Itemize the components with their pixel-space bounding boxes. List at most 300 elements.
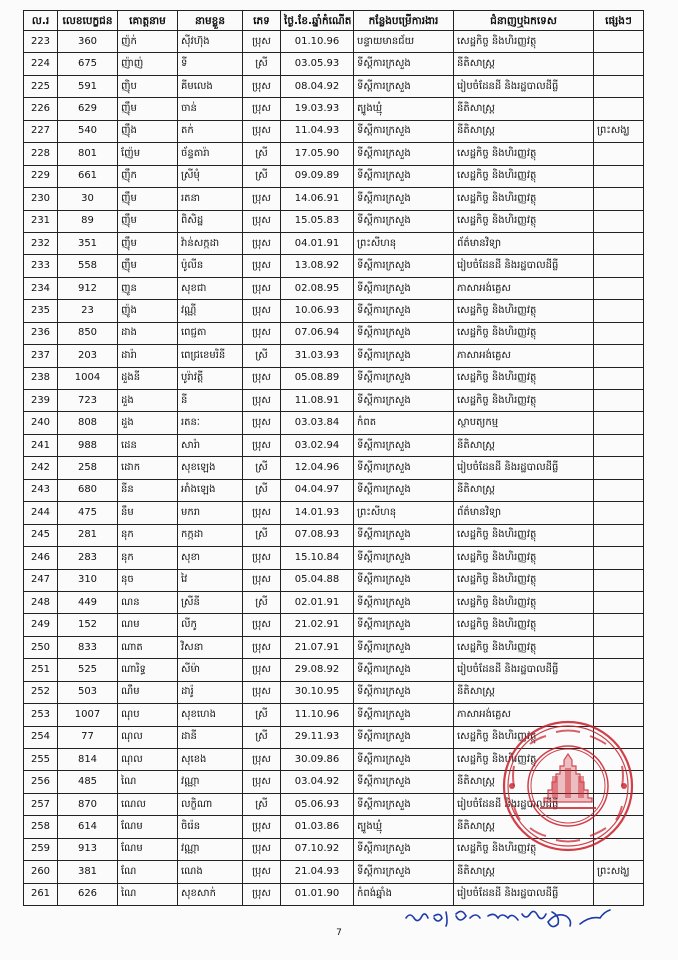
date-of-birth-cell: 31.03.93 [281,345,354,367]
given-name-cell: នី [178,390,243,412]
remark-cell [594,98,644,120]
row-number-cell: 227 [24,120,58,142]
table-row [24,479,644,501]
candidate-id-cell: 283 [58,547,118,569]
remark-cell [594,300,644,322]
sex-cell: ប្រុស [243,434,281,456]
sex-cell: ស្រី [243,479,281,501]
candidate-id-cell: 1007 [58,704,118,726]
workplace-cell: ទីស្តីការក្រសួង [354,143,454,165]
header-sex: ភេទ [243,11,281,31]
date-of-birth-cell: 30.10.95 [281,681,354,703]
remark-cell [594,143,644,165]
workplace-cell: ទីស្តីការក្រសួង [354,838,454,860]
given-name-cell: ចាន់ [178,98,243,120]
candidate-id-cell: 351 [58,232,118,254]
workplace-cell: ទីស្តីការក្រសួង [354,367,454,389]
table-row [24,143,644,165]
surname-cell: ញ៉ឹង [118,120,178,142]
candidate-id-cell: 801 [58,143,118,165]
specialty-cell: សេដ្ឋកិច្ច និងហិរញ្ញវត្ថុ [454,547,594,569]
official-seal-stamp [500,718,636,854]
given-name-cell: ដារ៉ូ [178,681,243,703]
specialty-cell: ស្ថាបត្យកម្ម [454,412,594,434]
table-row [24,569,644,591]
row-number-cell: 244 [24,502,58,524]
remark-cell [594,232,644,254]
table-header-row [24,11,644,31]
given-name-cell: វៃ [178,569,243,591]
candidate-id-cell: 870 [58,793,118,815]
given-name-cell: ពិសិដ្ឋ [178,210,243,232]
row-number-cell: 236 [24,322,58,344]
remark-cell [594,434,644,456]
surname-cell: ដាង [118,322,178,344]
date-of-birth-cell: 29.08.92 [281,659,354,681]
workplace-cell: ទីស្តីការក្រសួង [354,524,454,546]
date-of-birth-cell: 30.09.86 [281,749,354,771]
table-row [24,277,644,299]
table-row [24,883,644,905]
row-number-cell: 254 [24,726,58,748]
remark-cell [594,75,644,97]
given-name-cell: វ៉ាន់សក្កដា [178,232,243,254]
given-name-cell: វណ្ណា [178,838,243,860]
sex-cell: ប្រុស [243,98,281,120]
row-number-cell: 256 [24,771,58,793]
specialty-cell: សេដ្ឋកិច្ច និងហិរញ្ញវត្ថុ [454,143,594,165]
candidate-id-cell: 360 [58,31,118,53]
given-name-cell: លក្ខិណា [178,793,243,815]
remark-cell [594,502,644,524]
surname-cell: ណុល [118,726,178,748]
sex-cell: ប្រុស [243,120,281,142]
given-name-cell: រតនៈ [178,412,243,434]
row-number-cell: 246 [24,547,58,569]
sex-cell: ប្រុស [243,659,281,681]
candidate-id-cell: 626 [58,883,118,905]
specialty-cell: សេដ្ឋកិច្ច និងហិរញ្ញវត្ថុ [454,838,594,860]
surname-cell: ដារ៉ា [118,345,178,367]
date-of-birth-cell: 10.06.93 [281,300,354,322]
given-name-cell: សុខេង [178,749,243,771]
given-name-cell: សុខឡេង [178,457,243,479]
surname-cell: ណម [118,614,178,636]
sex-cell: ប្រុស [243,31,281,53]
specialty-cell: សេដ្ឋកិច្ច និងហិរញ្ញវត្ថុ [454,614,594,636]
given-name-cell: សារ៉ា [178,434,243,456]
given-name-cell: សុខសាក់ [178,883,243,905]
surname-cell: នឹម [118,502,178,524]
surname-cell: ញ៉ូង [118,300,178,322]
remark-cell: ព្រះសង្ឃ [594,120,644,142]
workplace-cell: ទីស្តីការក្រសួង [354,659,454,681]
given-name-cell: ពេជ្រខេមរិនី [178,345,243,367]
specialty-cell: សេដ្ឋកិច្ច និងហិរញ្ញវត្ថុ [454,31,594,53]
sex-cell: ប្រុស [243,188,281,210]
sex-cell: ប្រុស [243,838,281,860]
surname-cell: ញ៉ឹម [118,188,178,210]
date-of-birth-cell: 21.07.91 [281,636,354,658]
given-name-cell: ណេង [178,861,243,883]
surname-cell: ណែ [118,861,178,883]
workplace-cell: កំពត [354,412,454,434]
given-name-cell: សុខជា [178,277,243,299]
row-number-cell: 261 [24,883,58,905]
remark-cell [594,165,644,187]
remark-cell [594,479,644,501]
remark-cell [594,659,644,681]
row-number-cell: 251 [24,659,58,681]
date-of-birth-cell: 07.06.94 [281,322,354,344]
surname-cell: នុច [118,569,178,591]
workplace-cell: ទីស្តីការក្រសួង [354,120,454,142]
sex-cell: ប្រុស [243,390,281,412]
given-name-cell: ប៉ូលីន [178,255,243,277]
sex-cell: ប្រុស [243,322,281,344]
surname-cell: ដេន [118,434,178,456]
table-row [24,255,644,277]
given-name-cell: វណ្ណា [178,771,243,793]
row-number-cell: 233 [24,255,58,277]
table-row [24,188,644,210]
given-name-cell: តក់ [178,120,243,142]
workplace-cell: បន្ទាយមានជ័យ [354,31,454,53]
given-name-cell: ចិរ៉េន [178,816,243,838]
page-number: 7 [336,928,342,938]
table-row [24,524,644,546]
surname-cell: ញ៉ឹក [118,165,178,187]
candidate-id-cell: 591 [58,75,118,97]
candidate-id-cell: 850 [58,322,118,344]
surname-cell: ណឹម [118,681,178,703]
remark-cell [594,31,644,53]
date-of-birth-cell: 29.11.93 [281,726,354,748]
sex-cell: ប្រុស [243,614,281,636]
given-name-cell: ស៊ីវហ៊ុង [178,31,243,53]
given-name-cell: សុខហេង [178,704,243,726]
specialty-cell: សេដ្ឋកិច្ច និងហិរញ្ញវត្ថុ [454,300,594,322]
given-name-cell: បូរ៉ាវត្តី [178,367,243,389]
row-number-cell: 247 [24,569,58,591]
sex-cell: ស្រី [243,793,281,815]
workplace-cell: ទីស្តីការក្រសួង [354,300,454,322]
candidate-id-cell: 77 [58,726,118,748]
candidate-id-cell: 680 [58,479,118,501]
remark-cell [594,614,644,636]
specialty-cell: នីតិសាស្ត្រ [454,771,594,793]
surname-cell: ដួង [118,412,178,434]
specialty-cell: ភាសាអង់គ្លេស [454,704,594,726]
remark-cell [594,345,644,367]
surname-cell: ដួងនី [118,367,178,389]
row-number-cell: 242 [24,457,58,479]
date-of-birth-cell: 02.08.95 [281,277,354,299]
header-candidate-id: លេខបេក្ខជន [58,11,118,31]
date-of-birth-cell: 14.01.93 [281,502,354,524]
candidate-id-cell: 485 [58,771,118,793]
date-of-birth-cell: 03.03.84 [281,412,354,434]
given-name-cell: មករា [178,502,243,524]
specialty-cell: នីតិសាស្ត្រ [454,120,594,142]
table-row [24,98,644,120]
workplace-cell: ទីស្តីការក្រសួង [354,479,454,501]
candidate-id-cell: 675 [58,53,118,75]
remark-cell [594,569,644,591]
row-number-cell: 260 [24,861,58,883]
candidate-id-cell: 1004 [58,367,118,389]
date-of-birth-cell: 15.10.84 [281,547,354,569]
workplace-cell: ទីស្តីការក្រសួង [354,547,454,569]
specialty-cell: ព័ត៌មានវិទ្យា [454,502,594,524]
header-surname: គោត្តនាម [118,11,178,31]
remark-cell: ព្រះសង្ឃ [594,861,644,883]
specialty-cell: សេដ្ឋកិច្ច និងហិរញ្ញវត្ថុ [454,390,594,412]
surname-cell: នីន [118,479,178,501]
sex-cell: ប្រុស [243,412,281,434]
specialty-cell: ព័ត៌មានវិទ្យា [454,232,594,254]
remark-cell [594,547,644,569]
table-row [24,75,644,97]
date-of-birth-cell: 07.08.93 [281,524,354,546]
date-of-birth-cell: 21.04.93 [281,861,354,883]
date-of-birth-cell: 03.02.94 [281,434,354,456]
sex-cell: ស្រី [243,165,281,187]
header-given-name: នាមខ្លួន [178,11,243,31]
candidate-id-cell: 614 [58,816,118,838]
specialty-cell: រៀបចំដែនដី និងរដ្ឋបាលដីធ្លី [454,75,594,97]
specialty-cell: នីតិសាស្ត្រ [454,98,594,120]
sex-cell: ស្រី [243,704,281,726]
date-of-birth-cell: 04.04.97 [281,479,354,501]
remark-cell [594,681,644,703]
workplace-cell: ទីស្តីការក្រសួង [354,793,454,815]
row-number-cell: 240 [24,412,58,434]
row-number-cell: 257 [24,793,58,815]
date-of-birth-cell: 05.08.89 [281,367,354,389]
sex-cell: ប្រុស [243,75,281,97]
sex-cell: ប្រុស [243,816,281,838]
sex-cell: ប្រុស [243,232,281,254]
date-of-birth-cell: 01.01.90 [281,883,354,905]
remark-cell [594,591,644,613]
date-of-birth-cell: 13.08.92 [281,255,354,277]
specialty-cell: រៀបចំដែនដី និងរដ្ឋបាលដីធ្លី [454,255,594,277]
table-row [24,53,644,75]
given-name-cell: លីកូ [178,614,243,636]
date-of-birth-cell: 01.03.86 [281,816,354,838]
surname-cell: ដោក [118,457,178,479]
row-number-cell: 243 [24,479,58,501]
sex-cell: ប្រុស [243,547,281,569]
candidate-id-cell: 475 [58,502,118,524]
workplace-cell: ទីស្តីការក្រសួង [354,165,454,187]
remark-cell [594,457,644,479]
specialty-cell: ភាសាអង់គ្លេស [454,277,594,299]
row-number-cell: 230 [24,188,58,210]
table-row [24,659,644,681]
table-row [24,434,644,456]
remark-cell [594,636,644,658]
workplace-cell: ទីស្តីការក្រសួង [354,749,454,771]
workplace-cell: ទីស្តីការក្រសួង [354,188,454,210]
date-of-birth-cell: 15.05.83 [281,210,354,232]
sex-cell: ប្រុស [243,636,281,658]
date-of-birth-cell: 05.06.93 [281,793,354,815]
date-of-birth-cell: 19.03.93 [281,98,354,120]
specialty-cell: សេដ្ឋកិច្ច និងហិរញ្ញវត្ថុ [454,210,594,232]
sex-cell: ប្រុស [243,883,281,905]
surname-cell: ញ៉ែម [118,143,178,165]
table-row [24,367,644,389]
header-workplace: កន្លែងបម្រើការងារ [354,11,454,31]
candidate-id-cell: 503 [58,681,118,703]
row-number-cell: 232 [24,232,58,254]
remark-cell [594,412,644,434]
row-number-cell: 249 [24,614,58,636]
row-number-cell: 225 [24,75,58,97]
row-number-cell: 252 [24,681,58,703]
specialty-cell: សេដ្ឋកិច្ច និងហិរញ្ញវត្ថុ [454,165,594,187]
sex-cell: ប្រុស [243,749,281,771]
row-number-cell: 229 [24,165,58,187]
sex-cell: ប្រុស [243,569,281,591]
date-of-birth-cell: 03.04.92 [281,771,354,793]
row-number-cell: 258 [24,816,58,838]
remark-cell [594,367,644,389]
workplace-cell: ទីស្តីការក្រសួង [354,390,454,412]
given-name-cell: វណ្ណី [178,300,243,322]
surname-cell: ណែម [118,838,178,860]
sex-cell: ស្រី [243,524,281,546]
workplace-cell: ទីស្តីការក្រសួង [354,704,454,726]
candidate-id-cell: 661 [58,165,118,187]
sex-cell: ស្រី [243,591,281,613]
surname-cell: ញ៉ឹម [118,255,178,277]
sex-cell: ស្រី [243,345,281,367]
date-of-birth-cell: 21.02.91 [281,614,354,636]
remark-cell [594,524,644,546]
surname-cell: ដួង [118,390,178,412]
surname-cell: ណុល [118,749,178,771]
sex-cell: ស្រី [243,143,281,165]
given-name-cell: សីម៉ា [178,659,243,681]
specialty-cell: សេដ្ឋកិច្ច និងហិរញ្ញវត្ថុ [454,188,594,210]
workplace-cell: ទីស្តីការក្រសួង [354,726,454,748]
given-name-cell: រតនា [178,188,243,210]
surname-cell: ញ៉ឹម [118,232,178,254]
table-row [24,345,644,367]
specialty-cell: នីតិសាស្ត្រ [454,434,594,456]
given-name-cell: ដានី [178,726,243,748]
row-number-cell: 237 [24,345,58,367]
table-row [24,322,644,344]
candidate-id-cell: 152 [58,614,118,636]
sex-cell: ស្រី [243,53,281,75]
candidate-id-cell: 89 [58,210,118,232]
row-number-cell: 255 [24,749,58,771]
sex-cell: ប្រុស [243,210,281,232]
date-of-birth-cell: 09.09.89 [281,165,354,187]
table-row [24,614,644,636]
specialty-cell: ភាសាអង់គ្លេស [454,345,594,367]
candidate-id-cell: 814 [58,749,118,771]
given-name-cell: ពេជ្ជតា [178,322,243,344]
surname-cell: នុក [118,524,178,546]
workplace-cell: ទីស្តីការក្រសួង [354,636,454,658]
sex-cell: ប្រុស [243,277,281,299]
surname-cell: ញ៉ិប [118,75,178,97]
surname-cell: ណែម [118,816,178,838]
surname-cell: ញ៉ឹម [118,98,178,120]
workplace-cell: ទីស្តីការក្រសួង [354,569,454,591]
workplace-cell: ទីស្តីការក្រសួង [354,345,454,367]
row-number-cell: 228 [24,143,58,165]
date-of-birth-cell: 11.04.93 [281,120,354,142]
surname-cell: ណាត [118,636,178,658]
specialty-cell: នីតិសាស្ត្រ [454,479,594,501]
specialty-cell: នីតិសាស្ត្រ [454,53,594,75]
date-of-birth-cell: 03.05.93 [281,53,354,75]
workplace-cell: ទីស្តីការក្រសួង [354,53,454,75]
specialty-cell: រៀបចំដែនដី និងរដ្ឋបាលដីធ្លី [454,793,594,815]
workplace-cell: ទីស្តីការក្រសួង [354,434,454,456]
sex-cell: ប្រុស [243,861,281,883]
table-row [24,210,644,232]
sex-cell: ស្រី [243,457,281,479]
surname-cell: ញ៉ឹម [118,210,178,232]
candidate-id-cell: 381 [58,861,118,883]
date-of-birth-cell: 17.05.90 [281,143,354,165]
surname-cell: ញ៉ាញ់ [118,53,178,75]
date-of-birth-cell: 07.10.92 [281,838,354,860]
table-row [24,412,644,434]
specialty-cell: សេដ្ឋកិច្ច និងហិរញ្ញវត្ថុ [454,591,594,613]
workplace-cell: ត្បូងឃ្មុំ [354,816,454,838]
sex-cell: ប្រុស [243,300,281,322]
surname-cell: ណារិទ្ធ [118,659,178,681]
workplace-cell: ទីស្តីការក្រសួង [354,614,454,636]
workplace-cell: ទីស្តីការក្រសួង [354,255,454,277]
table-row [24,300,644,322]
candidate-id-cell: 540 [58,120,118,142]
row-number-cell: 235 [24,300,58,322]
surname-cell: ណេល [118,793,178,815]
date-of-birth-cell: 05.04.88 [281,569,354,591]
row-number-cell: 231 [24,210,58,232]
remark-cell [594,322,644,344]
header-specialty: ជំនាញឬឯកទេស [454,11,594,31]
table-row [24,636,644,658]
remark-cell [594,277,644,299]
workplace-cell: ទីស្តីការក្រសួង [354,591,454,613]
surname-cell: ណុប [118,704,178,726]
sex-cell: ប្រុស [243,367,281,389]
candidate-id-cell: 23 [58,300,118,322]
workplace-cell: ព្រះសីហនុ [354,502,454,524]
sex-cell: ប្រុស [243,771,281,793]
surname-cell: ញូន [118,277,178,299]
workplace-cell: ទីស្តីការក្រសួង [354,681,454,703]
sex-cell: ប្រុស [243,502,281,524]
table-row [24,502,644,524]
candidate-id-cell: 203 [58,345,118,367]
remark-cell [594,210,644,232]
sex-cell: ប្រុស [243,255,281,277]
row-number-cell: 234 [24,277,58,299]
given-name-cell: ច័ន្ទតារ៉ា [178,143,243,165]
table-row [24,390,644,412]
